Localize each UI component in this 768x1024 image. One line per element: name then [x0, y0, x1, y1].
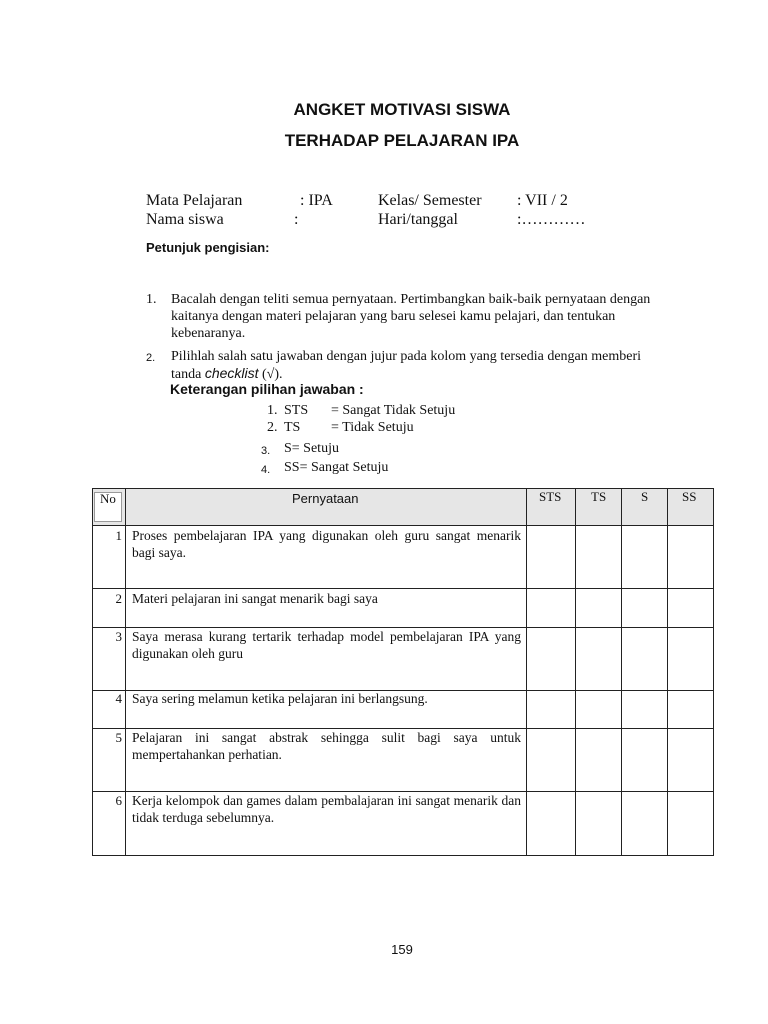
option-1-code: STS	[284, 403, 309, 418]
instruction-2-number: 2.	[146, 352, 156, 364]
table-divider-sts	[575, 488, 576, 856]
page-number: 159	[391, 942, 413, 957]
keterangan-heading: Keterangan pilihan jawaban :	[170, 381, 364, 397]
table-border-right	[713, 488, 714, 856]
row-5-statement: Pelajaran ini sangat abstrak sehingga sulit bagi saya untuk mempertahankan perhatian.	[132, 730, 521, 762]
instruction-2-italic: checklist	[204, 365, 259, 381]
mapel-label: Mata Pelajaran	[146, 192, 243, 209]
questionnaire-table	[92, 488, 714, 856]
table-divider-no	[125, 488, 126, 856]
table-border-left	[92, 488, 93, 856]
row-4-number: 4	[115, 691, 122, 706]
instruction-2-text: Pilihlah salah satu jawaban dengan jujur pada kolom yang tersedia dengan memberi tanda	[171, 349, 642, 382]
row-1-statement: Proses pembelajaran IPA yang digunakan oleh guru sangat menarik bagi saya.	[132, 528, 521, 560]
row-2-statement: Materi pelajaran ini sangat menarik bagi saya	[132, 591, 378, 606]
table-divider-pernyataan	[526, 488, 527, 856]
instruction-2-text-block	[171, 348, 661, 383]
option-2-desc: = Tidak Setuju	[331, 420, 414, 435]
instruction-1-text: Bacalah dengan teliti semua pernyataan. Pertimbangkan baik-baik pernyataan dengan kaitanya dengan materi pelajaran yang baru selesei kamu pelajari, dan tentukan kebenaranya.	[171, 292, 651, 341]
option-2-number: 2.	[267, 420, 278, 435]
row-1-number: 1	[115, 528, 122, 543]
row-5-number: 5	[115, 730, 122, 745]
row-2-number: 2	[115, 591, 122, 606]
header-s: S	[641, 489, 649, 504]
hari-label: Hari/tanggal	[378, 211, 458, 228]
petunjuk-heading: Petunjuk pengisian:	[146, 240, 270, 255]
kelas-label: Kelas/ Semester	[378, 192, 482, 209]
title-line-1: ANGKET MOTIVASI SISWA	[293, 100, 511, 119]
header-ss: SS	[682, 489, 697, 504]
row-4-statement: Saya sering melamun ketika pelajaran ini berlangsung.	[132, 691, 428, 706]
nama-value: :	[294, 211, 299, 228]
option-1-desc: = Sangat Tidak Setuju	[331, 403, 456, 418]
row-6-number: 6	[115, 793, 122, 808]
nama-label: Nama siswa	[146, 211, 224, 228]
mapel-value: : IPA	[300, 192, 333, 209]
header-pernyataan: Pernyataan	[292, 491, 359, 506]
instruction-2-tail: (√).	[262, 367, 283, 382]
row-3-number: 3	[115, 629, 122, 644]
option-4-text: SS= Sangat Setuju	[284, 460, 389, 475]
row-3-statement: Saya merasa kurang tertarik terhadap model pembelajaran IPA yang digunakan oleh guru	[132, 629, 521, 661]
table-border-bottom	[92, 855, 714, 856]
option-4-number: 4.	[261, 464, 271, 476]
hari-value: :…………	[517, 211, 586, 228]
option-1-number: 1.	[267, 403, 278, 418]
header-no: No	[100, 491, 116, 506]
header-ts: TS	[591, 489, 607, 504]
row-6-statement: Kerja kelompok dan games dalam pembalajaran ini sangat menarik dan tidak terduga sebelumnya.	[132, 793, 521, 825]
option-3-text: S= Setuju	[284, 441, 339, 456]
table-divider-s	[667, 488, 668, 856]
header-sts: STS	[539, 489, 562, 504]
row-divider-1	[92, 588, 714, 589]
title-line-2: TERHADAP PELAJARAN IPA	[284, 131, 520, 150]
table-divider-ts	[621, 488, 622, 856]
kelas-value: : VII / 2	[517, 192, 568, 209]
option-3-number: 3.	[261, 445, 271, 457]
instruction-1-number: 1.	[146, 292, 157, 307]
option-2-code: TS	[284, 420, 301, 435]
